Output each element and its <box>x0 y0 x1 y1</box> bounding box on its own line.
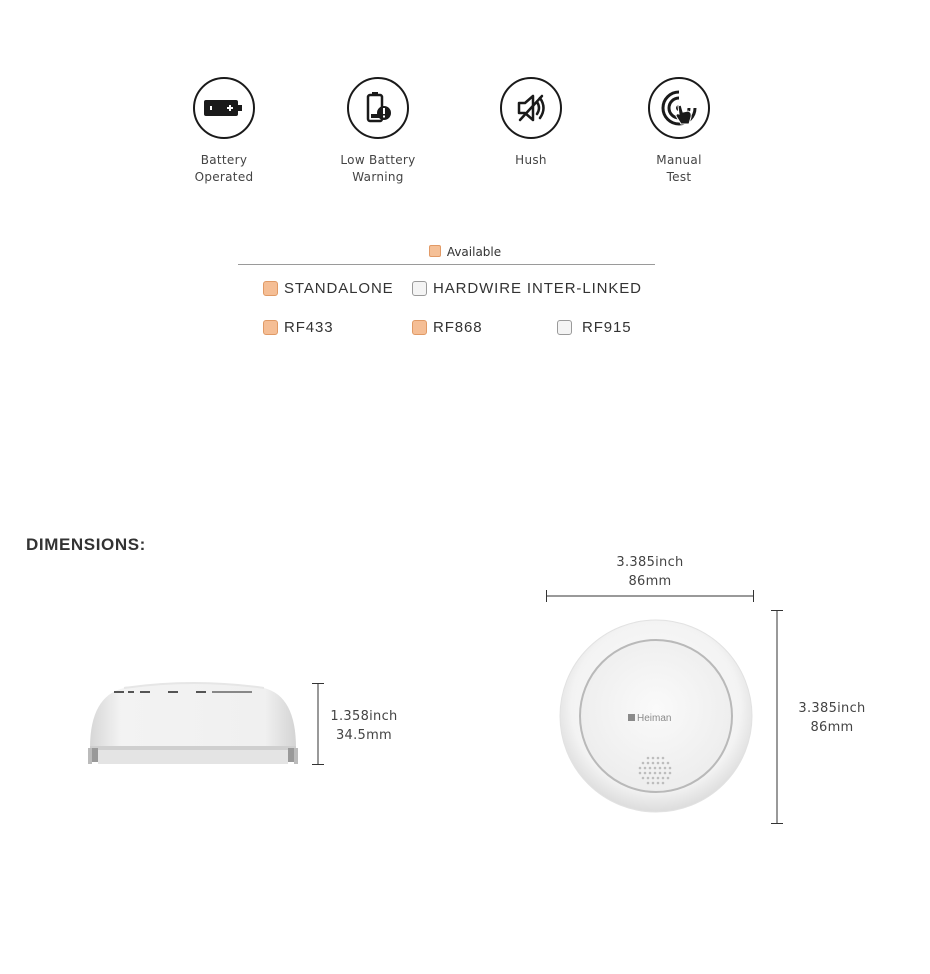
feature-label-line2: Warning <box>352 170 404 184</box>
feature-label-line1: Low Battery <box>340 153 416 167</box>
width-measure-label <box>610 553 690 591</box>
height-measure-label <box>328 707 400 745</box>
feature-battery-operated <box>164 77 284 186</box>
depth-measure-label <box>792 699 872 737</box>
available-checkbox <box>263 281 278 296</box>
option-standalone <box>263 280 394 297</box>
available-checkbox <box>412 320 427 335</box>
hush-mute-icon <box>500 77 562 139</box>
depth-mm: 86mm <box>810 720 854 735</box>
option-rf915 <box>557 319 632 336</box>
brand-logo-text: Heiman <box>637 713 672 724</box>
availability-legend <box>0 245 930 259</box>
height-measure-bracket <box>310 683 326 767</box>
available-swatch <box>429 245 441 257</box>
detector-side-view-image <box>84 676 304 772</box>
height-inch: 1.358inch <box>330 709 398 724</box>
option-label: RF915 <box>582 319 632 336</box>
feature-low-battery-warning <box>318 77 438 186</box>
option-label: RF868 <box>433 319 483 336</box>
feature-hush <box>471 77 591 169</box>
available-checkbox <box>263 320 278 335</box>
unavailable-checkbox <box>412 281 427 296</box>
unavailable-checkbox <box>557 320 572 335</box>
depth-measure-bracket <box>769 610 785 826</box>
manual-test-icon <box>648 77 710 139</box>
width-inch: 3.385inch <box>616 555 684 570</box>
option-hardwire-inter-linked <box>412 280 642 297</box>
option-rf433 <box>263 319 334 336</box>
detector-top-view-image <box>558 618 758 818</box>
dimensions-title: DIMENSIONS: <box>26 535 146 554</box>
feature-manual-test <box>619 77 739 186</box>
width-mm: 86mm <box>628 574 672 589</box>
battery-icon <box>193 77 255 139</box>
low-battery-warning-icon <box>347 77 409 139</box>
available-label: Available <box>446 245 502 259</box>
option-label: STANDALONE <box>284 280 394 297</box>
legend-divider <box>238 264 655 265</box>
feature-label-line1: Manual <box>656 153 702 167</box>
feature-label-line2: Operated <box>194 170 254 184</box>
width-measure-bracket <box>545 588 757 604</box>
feature-label-line2: Test <box>666 170 692 184</box>
option-label: HARDWIRE INTER-LINKED <box>433 280 642 297</box>
height-mm: 34.5mm <box>335 728 393 743</box>
option-rf868 <box>412 319 483 336</box>
feature-label-line1: Battery <box>200 153 248 167</box>
feature-label-line1: Hush <box>515 153 547 167</box>
depth-inch: 3.385inch <box>798 701 866 716</box>
option-label: RF433 <box>284 319 334 336</box>
